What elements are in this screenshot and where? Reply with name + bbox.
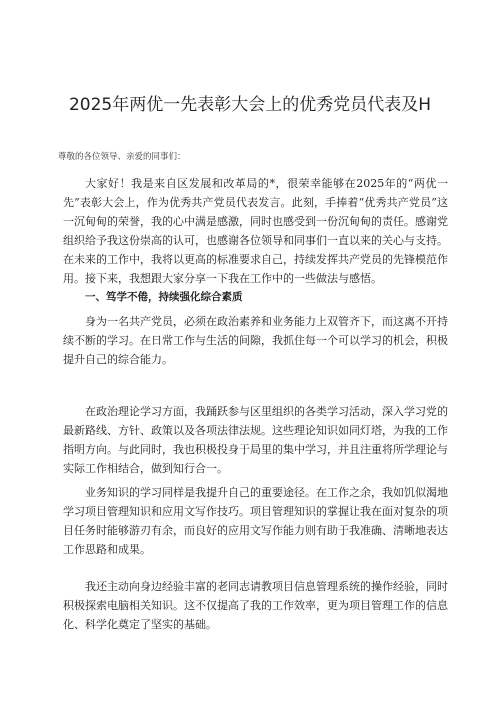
section-heading: 一、笃学不倦，持续强化综合素质	[85, 291, 243, 303]
salutation: 尊敬的各位领导、亲爱的同事们：	[58, 152, 186, 162]
document-title: 2025年两优一先表彰大会上的优秀党员代表及H	[68, 95, 432, 115]
body-paragraph: 我还主动向身边经验丰富的老同志请教项目信息管理系统的操作经验，同时积极探索电脑相关知识。这不仅提高了我的工作效率，更为项目管理工作的信息化、科学化奠定了坚实的基础。	[63, 580, 448, 631]
body-paragraph: 业务知识的学习同样是我提升自己的重要途径。在工作之余，我如饥似渴地学习项目管理知识和应用文写作技巧。项目管理知识的掌握让我在面对复杂的项目任务时能够游刃有余，而良好的应用文写作能力则有助于我准确、清晰地表达工作思路和成果。	[63, 486, 448, 556]
body-paragraph: 身为一名共产党员，必须在政治素养和业务能力上双管齐下，而这离不开持续不断的学习。在日常工作与生活的间隙，我抓住每一个可以学习的机会，积极提升自己的综合能力。	[63, 315, 448, 366]
body-paragraph: 在政治理论学习方面，我踊跃参与区里组织的各类学习活动，深入学习党的最新路线、方针、政策以及各项法律法规。这些理论知识如同灯塔，为我的工作指明方向。与此同时，我也积极投身于局里的集中学习，并且注重将所学理论与实际工作相结合，做到知行合一。	[63, 405, 448, 475]
intro-paragraph: 大家好！我是来自区发展和改革局的*，很荣幸能够在2025年的“两优一先”表彰大会上，作为优秀共产党员代表发言。此刻，手捧着“优秀共产党员”这一沉甸甸的荣誉，我的心中满是感激，同时也感受到一份沉甸甸的责任。感谢党组织给予我这份崇高的认可，也感谢各位领导和同事们一直以来的关心与支持。在未来的工作中，我将以更高的标准要求自己，持续发挥共产党员的先锋模范作用。接下来，我想跟大家分享一下我在工作中的一些做法与感悟。	[63, 177, 448, 285]
